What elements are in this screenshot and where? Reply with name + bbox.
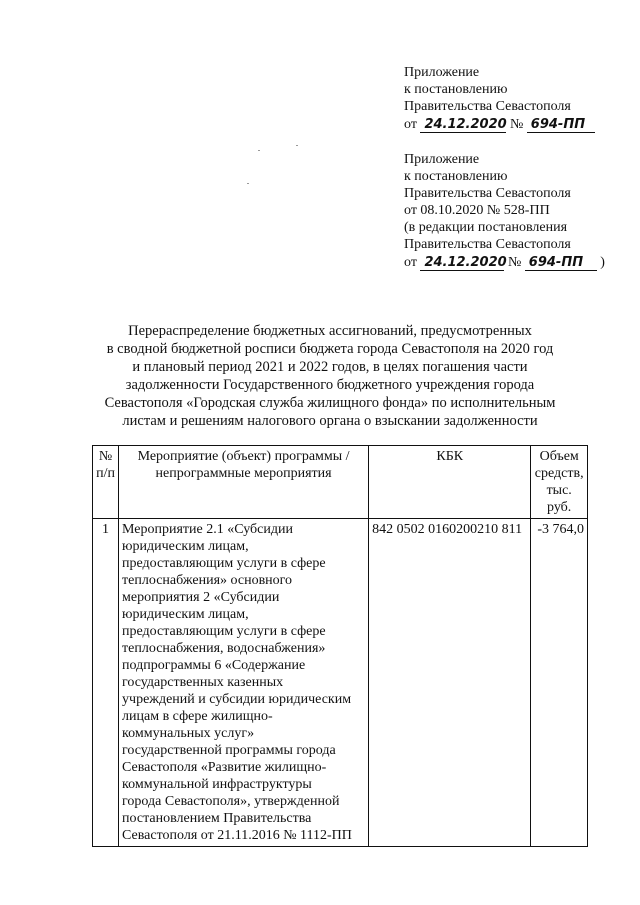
row-value: -3 764,0 [531, 519, 588, 847]
appendix-1-line3: Правительства Севастополя [404, 99, 571, 114]
title-line-4: задолженности Государственного бюджетного учреждения города [125, 377, 535, 393]
number-prefix: № [507, 255, 522, 270]
row-event-line: предоставляющим услуги в сфере [122, 624, 326, 639]
title-line-3: и плановый период 2021 и 2022 годов, в целях погашения части [132, 359, 528, 375]
title-line-1: Перераспределение бюджетных ассигнований, предусмотренных [128, 323, 532, 339]
scan-speck [258, 150, 260, 151]
date-prefix: от [404, 117, 417, 132]
appendix-2-date-line [404, 254, 605, 271]
allocation-table [92, 445, 588, 847]
row-event-line: Мероприятие 2.1 «Субсидии [122, 522, 293, 537]
header-kbk [369, 446, 531, 519]
row-event-line: коммунальной инфраструктуры [122, 777, 312, 792]
appendix-2-line6: Правительства Севастополя [404, 237, 571, 252]
appendix-1-line2: к постановлению [404, 82, 508, 97]
row-kbk: 842 0502 0160200210 811 [369, 519, 531, 847]
scan-speck [296, 145, 298, 146]
header-kbk-label: КБК [436, 449, 464, 464]
appendix-2-line2: к постановлению [404, 169, 508, 184]
row-event-line: теплоснабжения, водоснабжения» [122, 641, 326, 656]
appendix-2-line3: Правительства Севастополя [404, 186, 571, 201]
header-volume-line3: тыс. руб. [546, 483, 572, 515]
row-event-line: коммунальных услуг» [122, 726, 255, 741]
title-line-2: в сводной бюджетной росписи бюджета города Севастополя на 2020 год [106, 341, 554, 357]
appendix-2-line1: Приложение [404, 152, 480, 167]
row-event-line: юридическим лицам, [122, 607, 249, 622]
title-line-5: Севастополя «Городская служба жилищного фонда» по исполнительным [104, 395, 556, 411]
table-header-row [93, 446, 588, 519]
row-event-line: государственной программы города [122, 743, 336, 758]
row-event-line: юридическим лицам, [122, 539, 249, 554]
row-event-line: учреждений и субсидии юридическим [122, 692, 352, 707]
header-volume-line1: Объем [539, 449, 579, 464]
row-event-line: Севастополя «Развитие жилищно- [122, 760, 327, 775]
row-event-line: предоставляющим услуги в сфере [122, 556, 326, 571]
row-event-line: мероприятия 2 «Субсидии [122, 590, 280, 605]
row-event-line: лицам в сфере жилищно- [122, 709, 273, 724]
header-event [119, 446, 369, 519]
header-num-line2: п/п [96, 466, 115, 481]
header-event-line2: непрограммные мероприятия [155, 466, 332, 481]
handwritten-number: 694-ПП [527, 117, 595, 133]
header-volume [531, 446, 588, 519]
handwritten-date: 24.12.2020 [420, 117, 506, 133]
handwritten-number: 694-ПП [525, 255, 597, 271]
number-prefix: № [509, 117, 524, 132]
row-event-line: Севастополя от 21.11.2016 № 1112-ПП [122, 828, 352, 843]
row-event-line: теплоснабжения» основного [122, 573, 293, 588]
date-prefix: от [404, 255, 417, 270]
row-event [119, 519, 369, 847]
appendix-1-date-line [404, 116, 595, 133]
row-event-line: постановлением Правительства [122, 811, 312, 826]
scan-speck [247, 183, 249, 184]
header-volume-line2: средств, [534, 466, 584, 481]
table-row [93, 519, 588, 847]
row-event-lines [122, 521, 365, 844]
appendix-1-line1: Приложение [404, 65, 480, 80]
row-event-line: подпрограммы 6 «Содержание [122, 658, 306, 673]
header-num-line1: № [98, 449, 113, 464]
appendix-2-line4: от 08.10.2020 № 528-ПП [404, 203, 550, 218]
handwritten-date: 24.12.2020 [420, 255, 504, 271]
title-line-6: листам и решениям налогового органа о взыскании задолженности [122, 413, 538, 429]
header-event-line1: Мероприятие (объект) программы / [137, 449, 350, 464]
row-num: 1 [93, 519, 119, 847]
appendix-2-line5: (в редакции постановления [404, 220, 568, 235]
closing-paren: ) [600, 255, 605, 270]
header-num [93, 446, 119, 519]
row-event-line: города Севастополя», утвержденной [122, 794, 340, 809]
row-event-line: государственных казенных [122, 675, 284, 690]
